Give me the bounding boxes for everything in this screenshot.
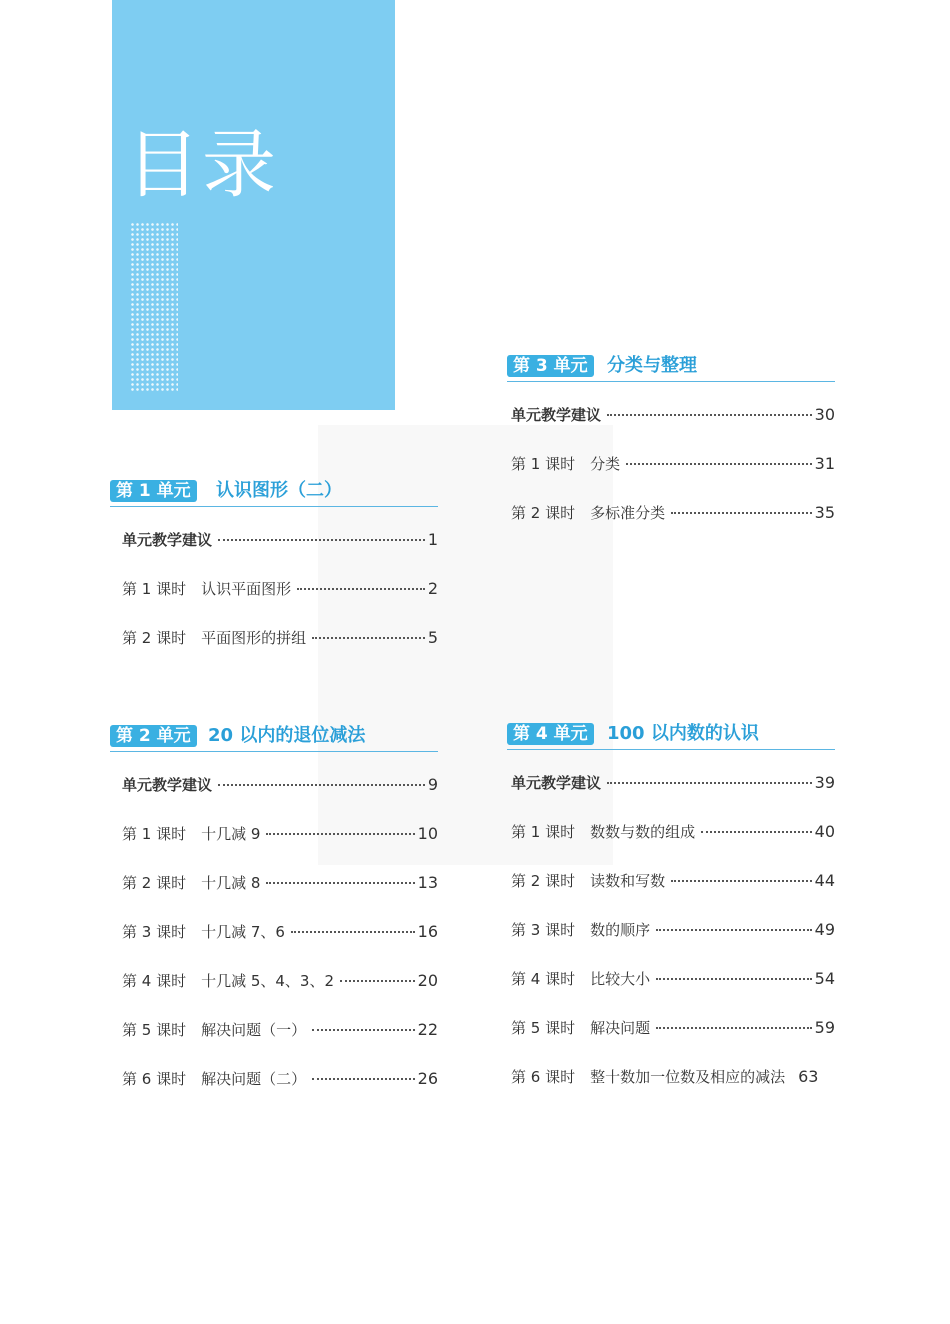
dot-leader xyxy=(701,831,812,833)
toc-list xyxy=(110,529,438,676)
dot-leader xyxy=(626,463,812,465)
toc-entry-page: 9 xyxy=(427,775,438,794)
unit-header xyxy=(507,723,835,750)
toc-entry-label: 第 4 课时 十几减 5、4、3、2 xyxy=(122,972,335,990)
toc-entry[interactable] xyxy=(110,578,438,627)
toc-entry-label: 第 2 课时 十几减 8 xyxy=(122,874,261,892)
toc-entry[interactable] xyxy=(507,1017,835,1066)
dot-leader xyxy=(266,882,414,884)
toc-entry-page: 5 xyxy=(427,628,438,647)
toc-entry[interactable] xyxy=(507,1066,835,1115)
unit-2 xyxy=(110,725,438,1117)
toc-entry[interactable] xyxy=(507,502,835,551)
toc-entry-label: 第 2 课时 读数和写数 xyxy=(511,872,666,890)
dot-leader xyxy=(297,588,425,590)
toc-entry-label: 第 1 课时 认识平面图形 xyxy=(122,580,292,598)
toc-entry-page: 39 xyxy=(814,773,835,792)
unit-badge: 第 4 单元 xyxy=(507,723,594,745)
toc-entry-label: 第 1 课时 十几减 9 xyxy=(122,825,261,843)
toc-entry[interactable] xyxy=(110,921,438,970)
toc-entry-page: 26 xyxy=(417,1069,438,1088)
unit-3 xyxy=(507,355,835,551)
toc-entry-page: 16 xyxy=(417,922,438,941)
toc-entry-label: 第 1 课时 数数与数的组成 xyxy=(511,823,696,841)
unit-1 xyxy=(110,480,438,676)
toc-entry-label: 第 2 课时 多标准分类 xyxy=(511,504,666,522)
toc-entry-label: 单元教学建议 xyxy=(511,406,602,424)
toc-entry[interactable] xyxy=(110,627,438,676)
toc-entry[interactable] xyxy=(110,774,438,823)
dot-leader xyxy=(218,539,425,541)
unit-header xyxy=(110,725,438,752)
toc-entry-page: 31 xyxy=(814,454,835,473)
toc-entry[interactable] xyxy=(110,1068,438,1117)
dot-leader xyxy=(312,637,425,639)
toc-entry[interactable] xyxy=(110,1019,438,1068)
toc-entry-label: 单元教学建议 xyxy=(122,776,213,794)
toc-entry[interactable] xyxy=(507,870,835,919)
dot-leader xyxy=(291,931,415,933)
toc-entry-page: 63 xyxy=(798,1067,819,1086)
dot-leader xyxy=(656,978,812,980)
toc-entry-label: 单元教学建议 xyxy=(122,531,213,549)
toc-entry-page: 1 xyxy=(427,530,438,549)
toc-entry[interactable] xyxy=(507,821,835,870)
toc-entry[interactable] xyxy=(110,529,438,578)
toc-entry[interactable] xyxy=(507,968,835,1017)
toc-entry[interactable] xyxy=(507,919,835,968)
toc-entry-label: 第 6 课时 整十数加一位数及相应的减法 xyxy=(511,1068,786,1086)
toc-entry-label: 第 4 课时 比较大小 xyxy=(511,970,651,988)
toc-entry-page: 35 xyxy=(814,503,835,522)
dot-leader xyxy=(607,414,812,416)
toc-list xyxy=(110,774,438,1117)
toc-entry-label: 第 3 课时 十几减 7、6 xyxy=(122,923,285,941)
unit-title: 100 以内数的认识 xyxy=(607,723,759,744)
toc-entry[interactable] xyxy=(110,823,438,872)
toc-entry[interactable] xyxy=(507,772,835,821)
unit-title: 20 以内的退位减法 xyxy=(208,725,366,746)
toc-entry-page: 30 xyxy=(814,405,835,424)
toc-entry-label: 第 6 课时 解决问题（二） xyxy=(122,1070,307,1088)
toc-entry-page: 2 xyxy=(427,579,438,598)
dot-leader xyxy=(656,929,812,931)
toc-entry-label: 第 2 课时 平面图形的拼组 xyxy=(122,629,307,647)
toc-entry[interactable] xyxy=(110,872,438,921)
toc-entry-page: 54 xyxy=(814,969,835,988)
unit-title: 认识图形（二） xyxy=(216,480,342,501)
toc-list xyxy=(507,404,835,551)
dot-pattern xyxy=(130,222,178,392)
dot-leader xyxy=(266,833,414,835)
toc-entry-label: 第 3 课时 数的顺序 xyxy=(511,921,651,939)
dot-leader xyxy=(312,1029,415,1031)
title-banner xyxy=(112,0,395,410)
toc-entry-page: 40 xyxy=(814,822,835,841)
dot-leader xyxy=(671,512,812,514)
dot-leader xyxy=(312,1078,415,1080)
unit-header xyxy=(507,355,835,382)
dot-leader xyxy=(607,782,812,784)
dot-leader xyxy=(218,784,425,786)
toc-entry-page: 13 xyxy=(417,873,438,892)
unit-title: 分类与整理 xyxy=(607,355,697,376)
toc-entry-page: 10 xyxy=(417,824,438,843)
toc-entry[interactable] xyxy=(507,404,835,453)
toc-entry-label: 单元教学建议 xyxy=(511,774,602,792)
page-title: 目录 xyxy=(126,122,278,208)
dot-leader xyxy=(671,880,812,882)
dot-leader xyxy=(656,1027,812,1029)
toc-entry[interactable] xyxy=(110,970,438,1019)
toc-entry-page: 59 xyxy=(814,1018,835,1037)
unit-badge: 第 2 单元 xyxy=(110,725,197,747)
unit-badge: 第 3 单元 xyxy=(507,355,594,377)
toc-entry-label: 第 5 课时 解决问题 xyxy=(511,1019,651,1037)
toc-entry-page: 22 xyxy=(417,1020,438,1039)
toc-entry-page: 49 xyxy=(814,920,835,939)
toc-entry-label: 第 1 课时 分类 xyxy=(511,455,621,473)
unit-4 xyxy=(507,723,835,1115)
toc-entry-page: 44 xyxy=(814,871,835,890)
toc-entry[interactable] xyxy=(507,453,835,502)
toc-entry-page: 20 xyxy=(417,971,438,990)
toc-list xyxy=(507,772,835,1115)
dot-leader xyxy=(340,980,415,982)
toc-entry-label: 第 5 课时 解决问题（一） xyxy=(122,1021,307,1039)
unit-header xyxy=(110,480,438,507)
unit-badge: 第 1 单元 xyxy=(110,480,197,502)
